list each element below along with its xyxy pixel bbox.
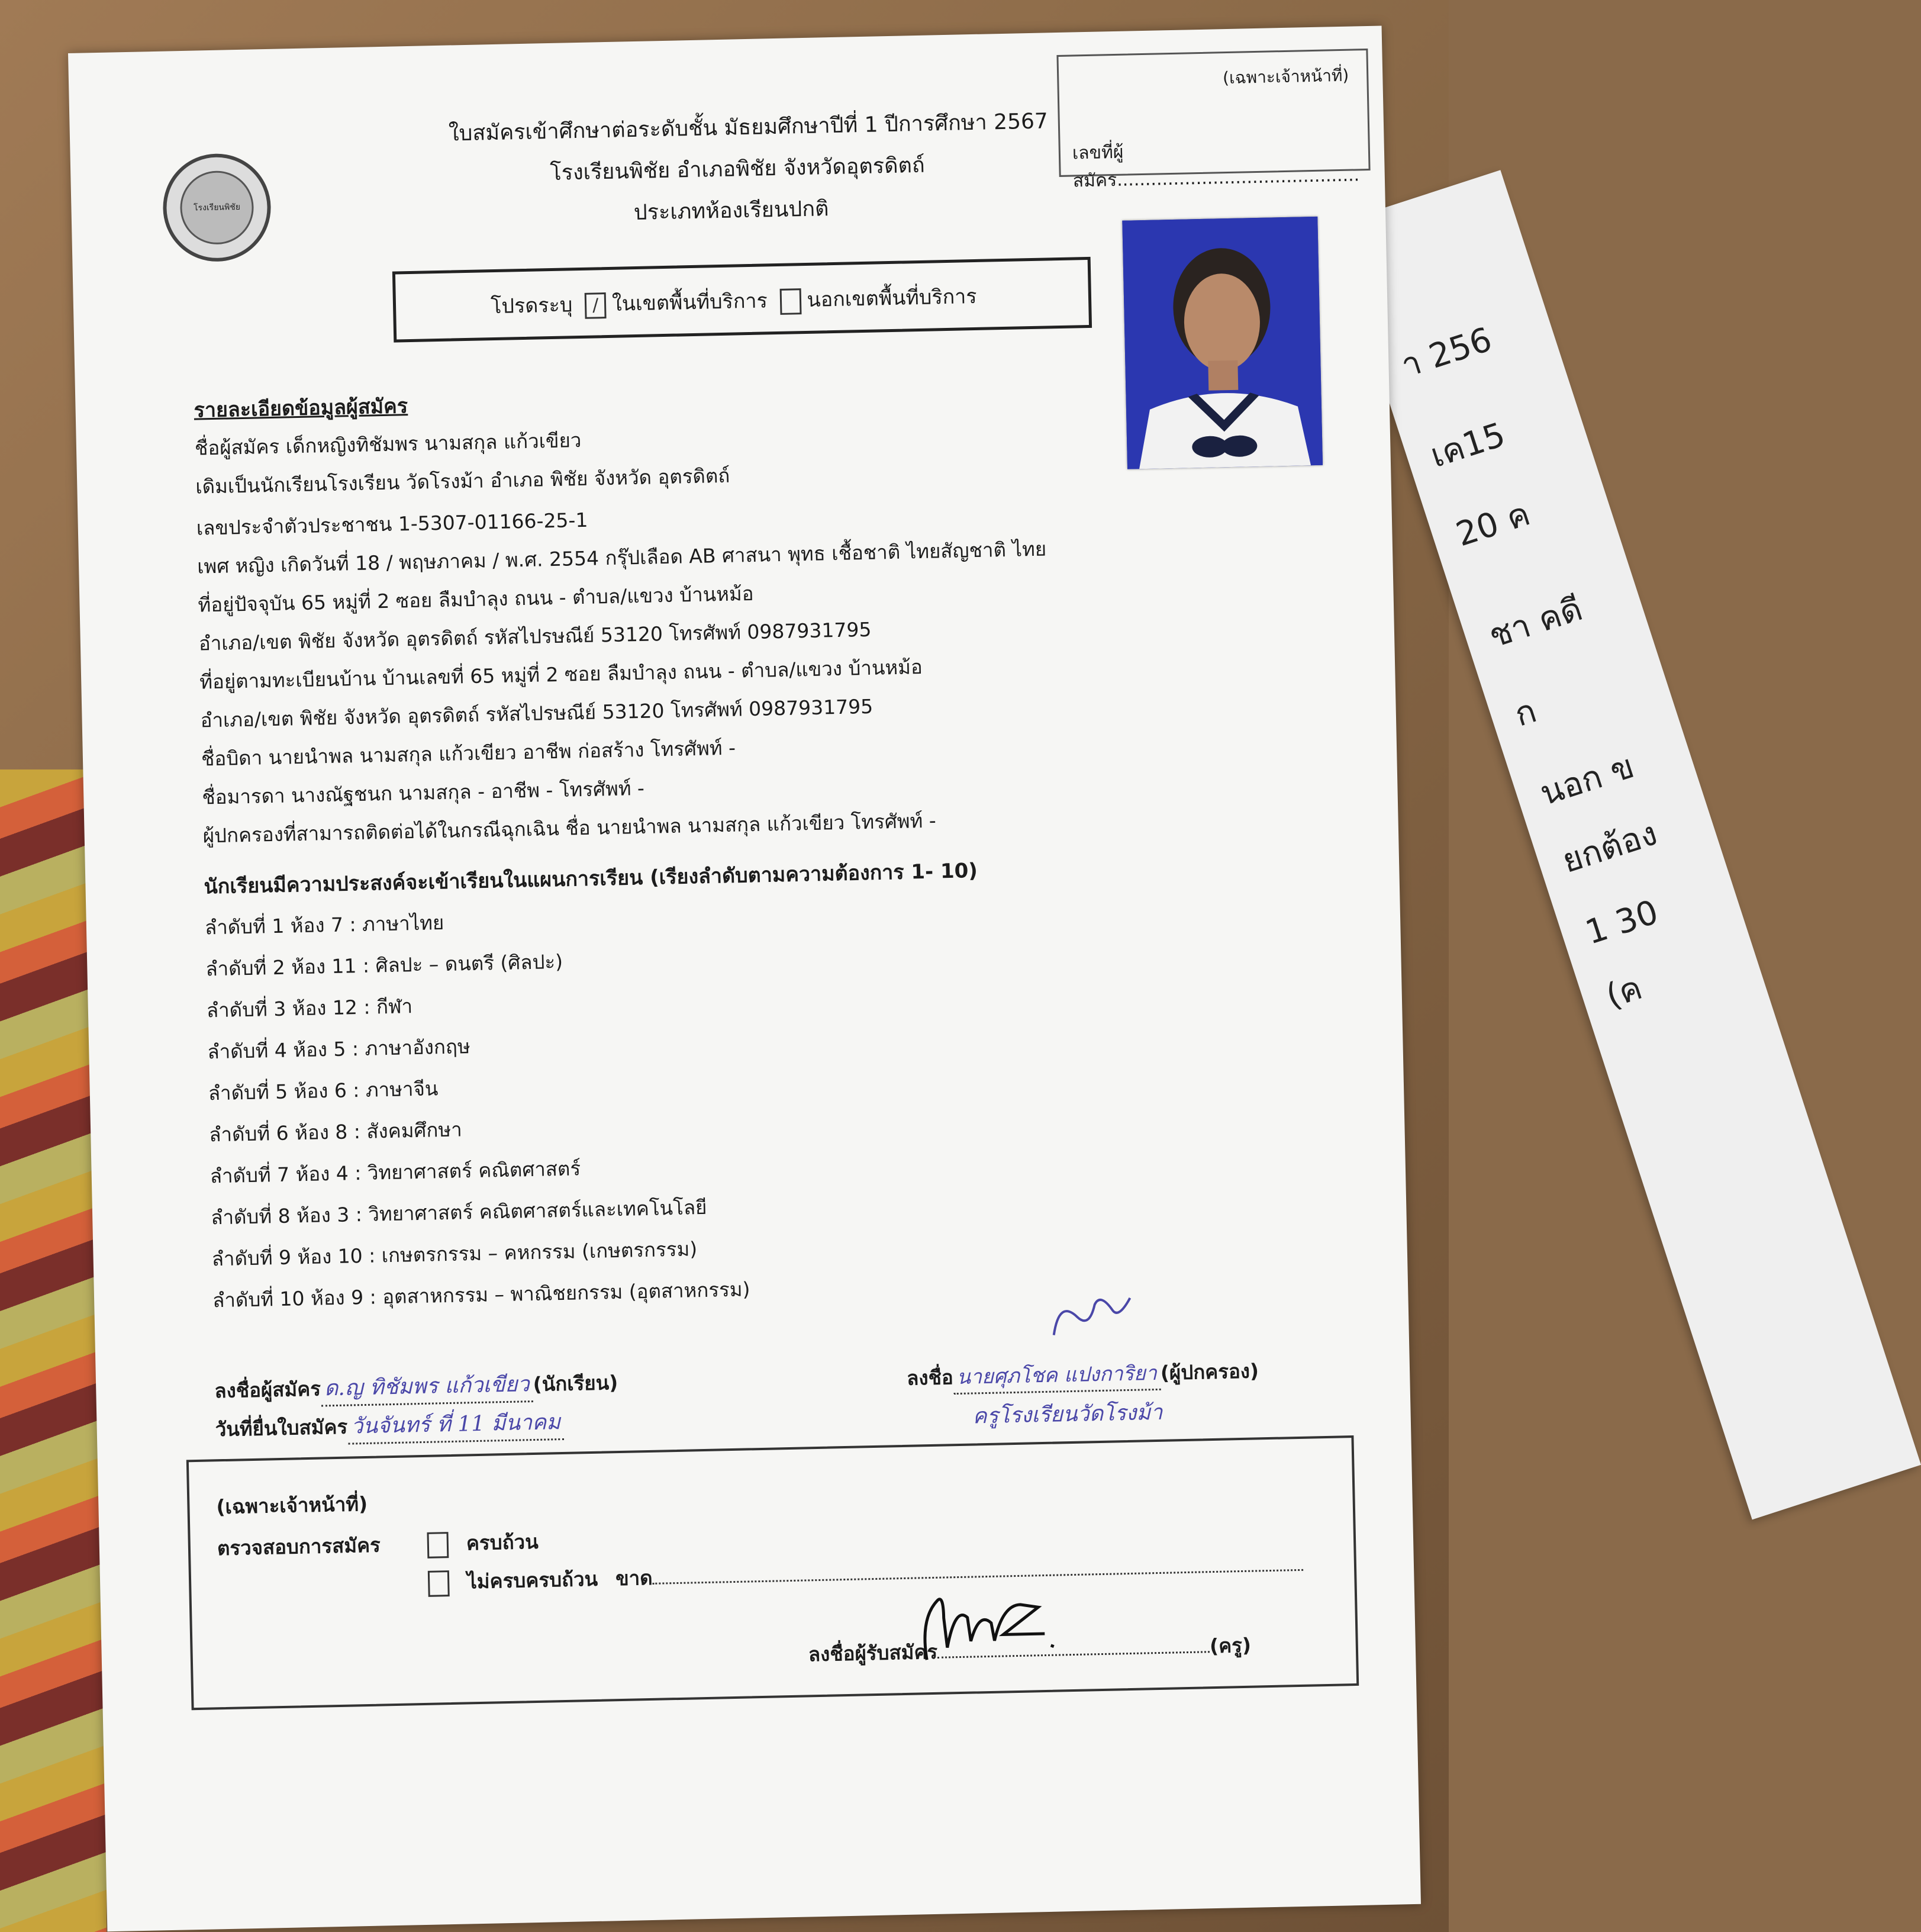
back-sheet-text: ชา คดี xyxy=(1484,589,1587,656)
receiver-signature xyxy=(901,1580,1081,1666)
submit-date-value: วันจันทร์ ที่ 11 มีนาคม xyxy=(347,1405,565,1445)
inside-area-label: ในเขตพื้นที่บริการ xyxy=(611,289,768,316)
current-address-1: ที่อยู่ปัจจุบัน 65 หมู่ที่ 2 ซอย ลืมบำลุง ถนน - ตำบล/แขวง บ้านหม้อ xyxy=(198,581,754,617)
applicant-signature-label: ลงชื่อผู้สมัคร xyxy=(214,1377,321,1403)
plan-item: ลำดับที่ 7 ห้อง 4 : วิทยาศาสตร์ คณิตศาสตร์ xyxy=(209,1157,581,1188)
submit-date-label: วันที่ยื่นใบสมัคร xyxy=(215,1415,348,1441)
study-plan-title: นักเรียนมีความประสงค์จะเข้าเรียนในแผนการเรียน (เรียงลำดับตามความต้องการ 1- 10) xyxy=(204,859,978,899)
back-sheet-text: 20 ค xyxy=(1451,494,1535,555)
service-area-box xyxy=(392,257,1092,343)
complete-row xyxy=(427,1526,539,1560)
back-sheet-text: 1 30 xyxy=(1581,893,1663,952)
plan-item: ลำดับที่ 10 ห้อง 9 : อุตสาหกรรม – พาณิชยกรรม (อุตสาหกรรม) xyxy=(212,1277,750,1312)
guardian-signature-row xyxy=(907,1354,1259,1395)
previous-school: เดิมเป็นนักเรียนโรงเรียน วัดโรงม้า อำเภอ พิชัย จังหวัด อุตรดิตถ์ xyxy=(195,463,730,498)
school-logo xyxy=(162,153,272,263)
personal-details: เพศ หญิง เกิดวันที่ 18 / พฤษภาคม / พ.ศ. 2554 กรุ๊ปเลือด AB ศาสนา พุทธ เชื้อชาติ ไทยสัญชาติ ไทย xyxy=(196,537,1047,578)
office-use-label: (เฉพาะเจ้าหน้าที่) xyxy=(1222,65,1349,88)
check-application-label: ตรวจสอบการสมัคร xyxy=(217,1533,381,1560)
applicant-name: ชื่อผู้สมัคร เด็กหญิงทิชัมพร นามสกุล แก้วเขียว xyxy=(194,428,582,460)
back-sheet-text: ยกต้อง xyxy=(1557,814,1662,881)
inside-area-checkbox[interactable] xyxy=(585,292,607,319)
guardian-initials xyxy=(1041,1286,1137,1347)
plan-item: ลำดับที่ 2 ห้อง 11 : ศิลปะ – ดนตรี (ศิลปะ) xyxy=(205,949,563,981)
application-form xyxy=(68,26,1421,1932)
back-sheet-text: า 256 xyxy=(1397,320,1497,386)
applicant-signature-suffix: (นักเรียน) xyxy=(533,1371,618,1396)
applicant-section-title: รายละเอียดข้อมูลผู้สมัคร xyxy=(194,394,408,423)
missing-field xyxy=(652,1551,1303,1585)
plan-item: ลำดับที่ 8 ห้อง 3 : วิทยาศาสตร์ คณิตศาสตร์และเทคโนโลยี xyxy=(210,1195,707,1229)
office-verification-box xyxy=(186,1435,1359,1710)
service-area-prompt: โปรดระบุ xyxy=(490,293,573,319)
incomplete-checkbox[interactable] xyxy=(428,1570,450,1597)
office-use-box xyxy=(1056,49,1370,192)
incomplete-row xyxy=(428,1548,1304,1598)
outside-area-label: นอกเขตพื้นที่บริการ xyxy=(807,284,977,312)
plan-item: ลำดับที่ 1 ห้อง 7 : ภาษาไทย xyxy=(204,911,444,939)
form-title: ใบสมัครเข้าศึกษาต่อระดับชั้น มัธยมศึกษาปีที่ 1 ปีการศึกษา 2567 xyxy=(448,109,1049,146)
plan-item: ลำดับที่ 5 ห้อง 6 : ภาษาจีน xyxy=(208,1077,439,1105)
back-sheet-text: ก xyxy=(1510,691,1541,735)
plan-item: ลำดับที่ 3 ห้อง 12 : กีฬา xyxy=(206,994,413,1022)
classroom-type: ประเภทห้องเรียนปกติ xyxy=(633,197,829,226)
receiver-signature-label: ลงชื่อผู้รับสมัคร xyxy=(808,1640,938,1666)
applicant-signature: ด.ญ ทิชัมพร แก้วเขียว xyxy=(320,1367,533,1407)
plan-item: ลำดับที่ 9 ห้อง 10 : เกษตรกรรม – คหกรรม (เกษตรกรรม) xyxy=(211,1237,698,1271)
complete-label: ครบถ้วน xyxy=(466,1530,539,1555)
current-address-2: อำเภอ/เขต พิชัย จังหวัด อุตรดิตถ์ รหัสไปรษณีย์ 53120 โทรศัพท์ 0987931795 xyxy=(198,617,872,655)
submit-date-row xyxy=(215,1405,564,1447)
registered-address-2: อำเภอ/เขต พิชัย จังหวัด อุตรดิตถ์ รหัสไปรษณีย์ 53120 โทรศัพท์ 0987931795 xyxy=(200,694,874,732)
outside-area-checkbox[interactable] xyxy=(779,288,801,315)
photo-portrait xyxy=(1122,217,1323,469)
applicant-number-field: เลขที่ผู้สมัคร........................................... xyxy=(1072,141,1360,192)
missing-label: ขาด xyxy=(615,1566,653,1590)
guardian-signature: นายศุภโชค แปงการิยา xyxy=(953,1357,1161,1395)
applicant-photo xyxy=(1122,217,1323,469)
father-info: ชื่อบิดา นายนำพล นามสกุล แก้วเขียว อาชีพ ก่อสร้าง โทรศัพท์ - xyxy=(201,736,736,771)
service-area-row xyxy=(491,280,978,322)
plan-item: ลำดับที่ 4 ห้อง 5 : ภาษาอังกฤษ xyxy=(207,1035,471,1064)
applicant-signature-row xyxy=(214,1365,618,1409)
complete-checkbox[interactable] xyxy=(427,1532,449,1559)
receiver-signature-suffix: (ครู) xyxy=(1209,1633,1252,1658)
back-sheet-text: เค15 xyxy=(1426,415,1510,476)
checkbox-mark: / xyxy=(592,294,599,316)
office-verification-label: (เฉพาะเจ้าหน้าที่) xyxy=(216,1492,368,1519)
school-name: โรงเรียนพิชัย อำเภอพิชัย จังหวัดอุตรดิตถ์ xyxy=(549,153,926,185)
guardian-signature-label: ลงชื่อ xyxy=(906,1366,954,1390)
plan-item: ลำดับที่ 6 ห้อง 8 : สังคมศึกษา xyxy=(208,1118,463,1147)
back-sheet-text: นอก ข xyxy=(1535,747,1639,813)
guardian-info: ผู้ปกครองที่สามารถติดต่อได้ในกรณีฉุกเฉิน ชื่อ นายนำพล นามสกุล แก้วเขียว โทรศัพท์ - xyxy=(202,809,937,848)
guardian-note: ครูโรงเรียนวัดโรงม้า xyxy=(972,1400,1163,1429)
back-sheet-text: (ค xyxy=(1601,968,1647,1016)
guardian-signature-suffix: (ผู้ปกครอง) xyxy=(1160,1359,1259,1384)
incomplete-label: ไม่ครบครบถ้วน xyxy=(466,1567,598,1593)
registered-address-1: ที่อยู่ตามทะเบียนบ้าน บ้านเลขที่ 65 หมู่ที่ 2 ซอย ลืมบำลุง ถนน - ตำบล/แขวง บ้านหม้อ xyxy=(199,655,923,694)
school-logo-text: โรงเรียนพิชัย xyxy=(193,202,241,213)
school-logo-emblem xyxy=(179,170,254,246)
mother-info: ชื่อมารดา นางณัฐชนก นามสกุล - อาชีพ - โทรศัพท์ - xyxy=(201,776,645,809)
national-id: เลขประจำตัวประชาชน 1-5307-01166-25-1 xyxy=(196,508,588,540)
